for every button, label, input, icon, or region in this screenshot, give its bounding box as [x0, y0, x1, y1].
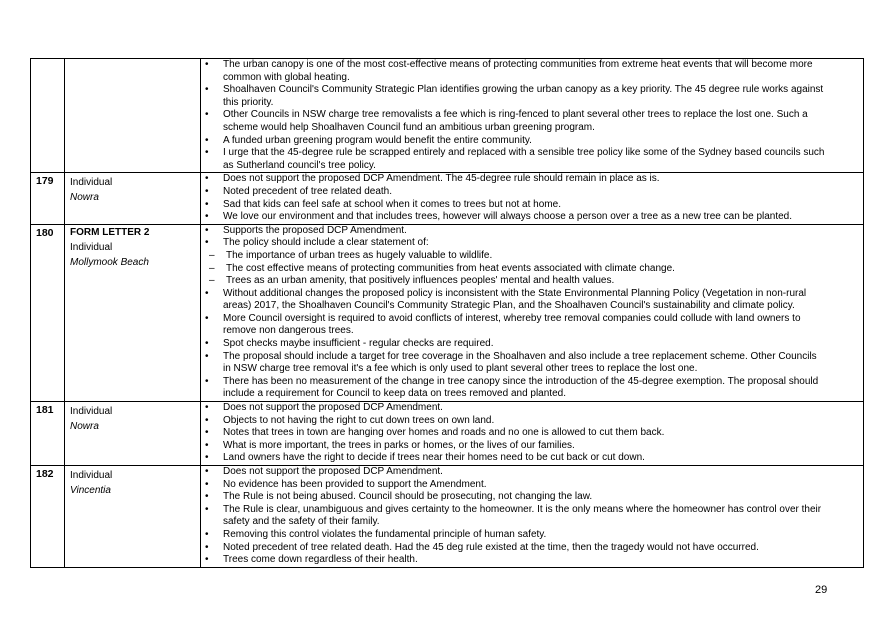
- bullet-text-line: • Does not support the proposed DCP Amendment.: [223, 402, 443, 414]
- bullet-point: [201, 147, 861, 172]
- bullet-point: [201, 402, 861, 415]
- sub-bullet-point: – The importance of urban trees as hugely valuable to wildlife.: [201, 250, 863, 263]
- bullet-text-line: • Sad that kids can feel safe at school when it comes to trees but not at home.: [223, 198, 561, 210]
- point-list: [201, 288, 863, 401]
- bullet-point: [201, 376, 861, 401]
- bullet-point: [201, 452, 861, 465]
- bullet-text-line: • Shoalhaven Council's Community Strategic Plan identifies growing the urban canopy as a key priority. The 45 degree rule works against: [223, 84, 824, 96]
- submitter-location: Vincentia: [70, 485, 111, 496]
- bullet-point: [201, 440, 861, 453]
- submitter-location: Nowra: [70, 192, 99, 204]
- bullet-point: [201, 225, 861, 238]
- submitter-type: Individual: [70, 406, 113, 418]
- bullet-point: [201, 542, 861, 555]
- bullet-text-line: • What is more important, the trees in parks or homes, or the lives of our families.: [223, 439, 575, 451]
- bullet-text-line: scheme would help Shoalhaven Council fund an ambitious urban greening program.: [223, 121, 595, 133]
- sub-bullet-point: – Trees as an urban amenity, that positively influences peoples' mental and health values.: [201, 275, 863, 288]
- sub-bullet-point: – The cost effective means of protecting communities from heat events associated with climate change.: [201, 263, 863, 276]
- bullet-text-line: this priority.: [223, 96, 274, 108]
- table-row-continued: [31, 59, 864, 173]
- bullet-point: [201, 84, 861, 109]
- submission-number: 180: [36, 226, 54, 239]
- bullet-point: [201, 186, 861, 199]
- bullet-text-line: • Noted precedent of tree related death.: [223, 185, 393, 197]
- bullet-text-line: • A funded urban greening program would benefit the entire community.: [223, 134, 532, 146]
- point-list: [201, 59, 863, 172]
- bullet-text-line: remove non dangerous trees.: [223, 325, 354, 337]
- bullet-point: [201, 338, 861, 351]
- bullet-text-line: • Trees come down regardless of their health.: [223, 554, 418, 566]
- bullet-text-line: • The Rule is clear, unambiguous and gives certainty to the homeowner. It is the only means where the homeowner has control over their: [223, 503, 822, 515]
- bullet-text-line: in NSW charge tree removal it's a fee which is only used to plant several other trees to replace the lost one.: [223, 363, 698, 375]
- submission-number: 182: [36, 468, 54, 480]
- bullet-text-line: common with global heating.: [223, 71, 350, 83]
- number-cell: [31, 59, 65, 173]
- submitter-type: Individual: [70, 241, 113, 253]
- bullet-text-line: as Sutherland council's tree policy.: [223, 159, 376, 171]
- bullet-text-line: • We love our environment and that includes trees, however will always choose a person over a tree as a new tree can be planted.: [223, 211, 793, 223]
- bullet-point: [201, 427, 861, 440]
- bullet-point: [201, 109, 861, 134]
- point-list: [201, 402, 863, 465]
- bullet-point: [201, 415, 861, 428]
- submissions-table: [30, 58, 864, 568]
- bullet-point: [201, 211, 861, 224]
- bullet-text-line: safety and the safety of their family.: [223, 516, 380, 528]
- bullet-text-line: areas) 2017, the Shoalhaven Council's Community Strategic Plan, and the Shoalhaven Council's sustainability and climate policy.: [223, 300, 795, 312]
- table-row-182: [31, 466, 864, 568]
- bullet-point: [201, 135, 861, 148]
- sub-point-list: [201, 250, 863, 288]
- bullet-text-line: • Land owners have the right to decide if trees near their homes need to be cut back or cut down.: [223, 452, 645, 464]
- form-letter-label: FORM LETTER 2: [70, 226, 150, 238]
- bullet-text-line: • Spot checks maybe insufficient - regular checks are required.: [223, 338, 494, 350]
- bullet-text-line: • The urban canopy is one of the most cost-effective means of protecting communities from extreme heat events that will become more: [223, 59, 813, 70]
- bullet-text-line: • The policy should include a clear statement of:: [223, 237, 429, 249]
- bullet-text-line: • Without additional changes the proposed policy is inconsistent with the State Environmental Planning Policy (Vegetation in non-rural: [223, 287, 807, 299]
- comments-cell: [201, 59, 864, 173]
- submitter-type: Individual: [70, 470, 113, 481]
- bullet-point: [201, 491, 861, 504]
- bullet-point: [201, 479, 861, 492]
- bullet-point: [201, 466, 861, 479]
- bullet-text-line: • Noted precedent of tree related death. Had the 45 deg rule existed at the time, then the tragedy would not have occurred.: [223, 541, 759, 553]
- bullet-point: [201, 554, 861, 567]
- bullet-text-line: include a requirement for Council to keep data on trees removed and planted.: [223, 388, 566, 400]
- submission-number: 181: [36, 404, 54, 417]
- bullet-point: [201, 504, 861, 529]
- bullet-text-line: • Does not support the proposed DCP Amendment. The 45-degree rule should remain in place as is.: [223, 173, 660, 185]
- point-list: [201, 225, 863, 250]
- bullet-text-line: • I urge that the 45-degree rule be scrapped entirely and replaced with a sensible tree policy like some of the Sydney based councils such: [223, 147, 825, 159]
- submitter-location: Nowra: [70, 421, 99, 433]
- bullet-point: [201, 173, 861, 186]
- bullet-text-line: • Objects to not having the right to cut down trees on own land.: [223, 414, 495, 426]
- bullet-text-line: • Other Councils in NSW charge tree removalists a fee which is ring-fenced to plant several other trees to replace the lost one. Such a: [223, 109, 808, 121]
- table-row-179: [31, 173, 864, 224]
- bullet-point: [201, 529, 861, 542]
- bullet-point: [201, 199, 861, 212]
- point-list: [201, 173, 863, 223]
- table-row-181: [31, 402, 864, 466]
- bullet-point: [201, 288, 861, 313]
- bullet-text-line: • The proposal should include a target for tree coverage in the Shoalhaven and also include a tree replacement scheme. Other Councils: [223, 350, 817, 362]
- bullet-point: [201, 237, 861, 250]
- bullet-text-line: • No evidence has been provided to support the Amendment.: [223, 478, 487, 490]
- submitter-location: Mollymook Beach: [70, 256, 149, 268]
- point-list: [201, 466, 863, 567]
- bullet-text-line: • Does not support the proposed DCP Amendment.: [223, 466, 443, 477]
- bullet-point: [201, 351, 861, 376]
- table-row-180: [31, 224, 864, 401]
- bullet-text-line: • More Council oversight is required to avoid conflicts of interest, whereby tree removal companies could collude with land owners to: [223, 312, 801, 324]
- submission-number: 179: [36, 175, 54, 188]
- bullet-text-line: • There has been no measurement of the change in tree canopy since the introduction of the 45-degree exemption. The proposal should: [223, 375, 819, 387]
- bullet-text-line: • Notes that trees in town are hanging over homes and roads and no one is allowed to cut them back.: [223, 427, 665, 439]
- submitter-cell: [65, 59, 201, 173]
- bullet-point: [201, 313, 861, 338]
- page-number: 29: [815, 584, 828, 596]
- bullet-text-line: • The Rule is not being abused. Council should be prosecuting, not changing the law.: [223, 491, 593, 503]
- bullet-text-line: • Removing this control violates the fundamental principle of human safety.: [223, 528, 547, 540]
- bullet-point: [201, 59, 861, 84]
- submitter-type: Individual: [70, 177, 113, 189]
- bullet-text-line: • Supports the proposed DCP Amendment.: [223, 224, 407, 236]
